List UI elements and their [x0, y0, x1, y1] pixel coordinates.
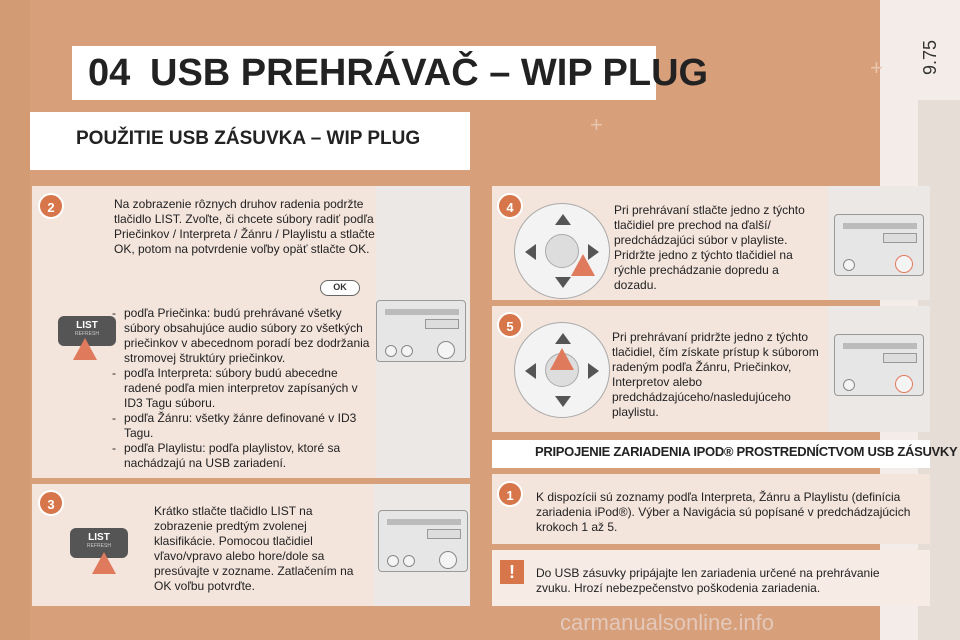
step4-text: Pri prehrávaní stlačte jedno z týchto tlačidiel pre prechod na ďalší/ predchádzajúci súbor v playliste. Pridržte jedno z týchto tlačidiel na rýchle prechádzanie dopredu a dozadu.: [614, 203, 805, 292]
step4-badge: 4: [497, 193, 523, 219]
plus-decor: +: [870, 55, 883, 80]
ipod-text: K dispozícii sú zoznamy podľa Interpreta, Žánru a Playlistu (definícia zariadenia iPod®). Výber a Navigácia sú popísané v predchádzajúcich krokoch 1 až 5.: [536, 490, 911, 534]
warning-text: Do USB zásuvky pripájajte len zariadenia určené na prehrávanie zvuku. Hrozí nebezpečenstvo poškodenia zariadenia.: [536, 566, 880, 595]
warning-icon: !: [500, 560, 524, 584]
ipod-section-title: PRIPOJENIE ZARIADENIA IPOD® PROSTREDNÍCTVOM USB ZÁSUVKY: [535, 444, 958, 459]
press-arrow-icon: [571, 254, 595, 276]
watermark: carmanualsonline.info: [560, 610, 775, 635]
press-arrow-icon: [92, 552, 116, 574]
left-band: [0, 0, 30, 640]
section-subtitle: POUŽITIE USB ZÁSUVKA – WIP PLUG: [76, 128, 421, 149]
step2-badge: 2: [38, 193, 64, 219]
page-title: USB PREHRÁVAČ – WIP PLUG: [150, 52, 709, 94]
list-item: - podľa Priečinka: budú prehrávané všetky súbory obsahujúce audio súbory zo všetkých priečinkov v abecednom poradí bez dodržania stromovej štruktúry priečinkov.: [112, 306, 370, 365]
press-arrow-icon: [550, 348, 574, 370]
ok-button-icon: OK: [320, 280, 360, 296]
list-item: - podľa Žánru: všetky žánre definované v ID3 Tagu.: [112, 411, 357, 440]
dpad-icon: [514, 322, 610, 418]
list-sublabel: REFRESH: [75, 331, 99, 337]
list-item: - podľa Interpreta: súbory budú abecedne radené podľa mien interpretov zapísaných v ID3 Tagu súboru.: [112, 366, 358, 410]
ipod-badge: 1: [497, 481, 523, 507]
plus-decor: +: [590, 112, 603, 137]
list-item: - podľa Playlistu: podľa playlistov, ktoré sa nachádzajú na USB zariadení.: [112, 441, 341, 470]
step2-list: [112, 306, 372, 471]
dpad-icon: [514, 203, 610, 299]
radio-unit-icon: [834, 334, 924, 396]
radio-unit-icon: [376, 300, 466, 362]
step2-intro: Na zobrazenie rôznych druhov radenia podržte tlačidlo LIST. Zvoľte, či chcete súbory radiť podľa Priečinkov / Interpreta / Žánru / Playlistu a stlačte OK, potom na potvrdenie voľby opäť stlačte OK.: [114, 197, 375, 256]
chapter-number: 04: [88, 52, 131, 94]
list-label: LIST: [88, 532, 110, 543]
press-arrow-icon: [73, 338, 97, 360]
step5-badge: 5: [497, 312, 523, 338]
radio-unit-icon: [834, 214, 924, 276]
step3-text: Krátko stlačte tlačidlo LIST na zobrazenie predtým zvolenej klasifikácie. Pomocou tlačidiel vľavo/vpravo alebo hore/dole sa presúvajte v zozname. Zatlačením na OK voľbu potvrďte.: [154, 504, 354, 593]
page-number: 9.75: [920, 39, 940, 75]
radio-unit-icon: [378, 510, 468, 572]
list-sublabel: REFRESH: [87, 543, 111, 549]
list-label: LIST: [76, 320, 98, 331]
step5-text: Pri prehrávaní pridržte jedno z týchto tlačidiel, čím získate prístup k súborom radeným podľa Žánru, Priečinkov, Interpretov alebo predchádzajúceho/nasledujúceho playlistu.: [612, 330, 819, 419]
step3-badge: 3: [38, 490, 64, 516]
